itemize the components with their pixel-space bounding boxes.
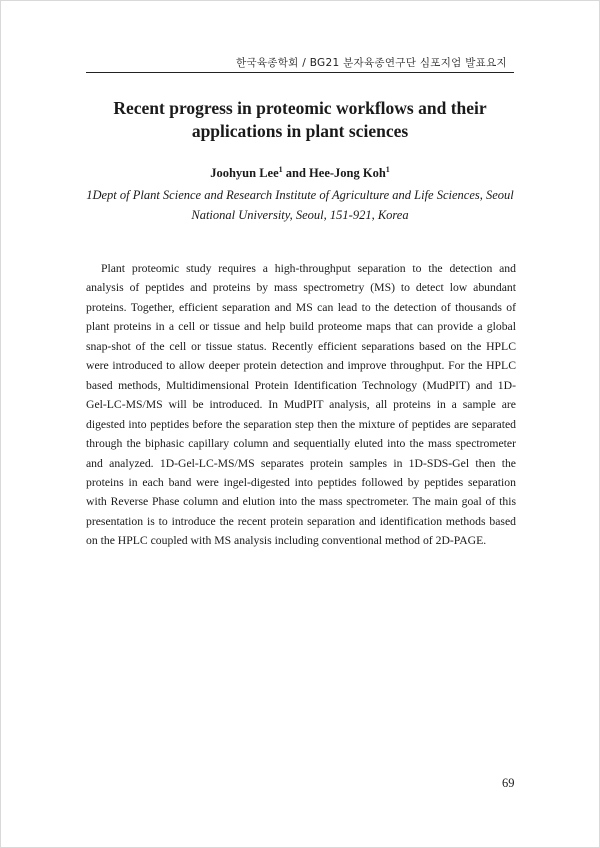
running-header: 한국육종학회 / BG21 분자육종연구단 심포지엄 발표요지 xyxy=(235,57,507,69)
abstract-body: Plant proteomic study requires a high-throughput separation to the detection and analysis of peptides and proteins by mass spectrometry (MS) to detect low abundant proteins. Together, efficient separation and MS can lead to the detection of thousands of plant proteins in a cell or tissue and help build proteome maps that can provide a global snap-shot of the cell or tissue status. Recently efficient separations based on the HPLC were introduced to allow deeper protein detection and improve throughput. For the HPLC based methods, Multidimensional Protein Identification Technology (MudPIT) and 1D-Gel-LC-MS/MS will be introduced. In MudPIT analysis, all proteins in a sample are digested into peptides before the separation step then the mixture of peptides are separated through the biphasic capillary column and sequentially eluted into the mass spectrometer and analyzed. 1D-Gel-LC-MS/MS separates protein samples in 1D-SDS-Gel then the proteins in each band were ingel-digested into peptides followed by peptides separation with Reverse Phase column and elution into the mass spectrometer. The main goal of this presentation is to introduce the recent protein separation and identification methods based on the HPLC coupled with MS analysis including conventional method of 2D-PAGE. xyxy=(86,262,516,548)
paper-title: Recent progress in proteomic workflows and their applications in plant sciences xyxy=(113,98,487,141)
author-joiner: and xyxy=(285,166,306,181)
affiliation-line: National University, Seoul, 151-921, Korea xyxy=(191,208,409,222)
author-name: Hee-Jong Koh xyxy=(309,166,386,181)
author-affiliation-mark: 1 xyxy=(385,165,390,174)
header-rule xyxy=(86,72,514,73)
affiliation xyxy=(80,185,520,225)
author-name: Joohyun Lee xyxy=(210,166,279,181)
author-line xyxy=(0,165,600,181)
author-affiliation-mark: 1 xyxy=(278,165,283,174)
affiliation-line: 1Dept of Plant Science and Research Institute of Agriculture and Life Sciences, Seoul xyxy=(86,188,514,202)
page-number: 69 xyxy=(502,776,515,790)
